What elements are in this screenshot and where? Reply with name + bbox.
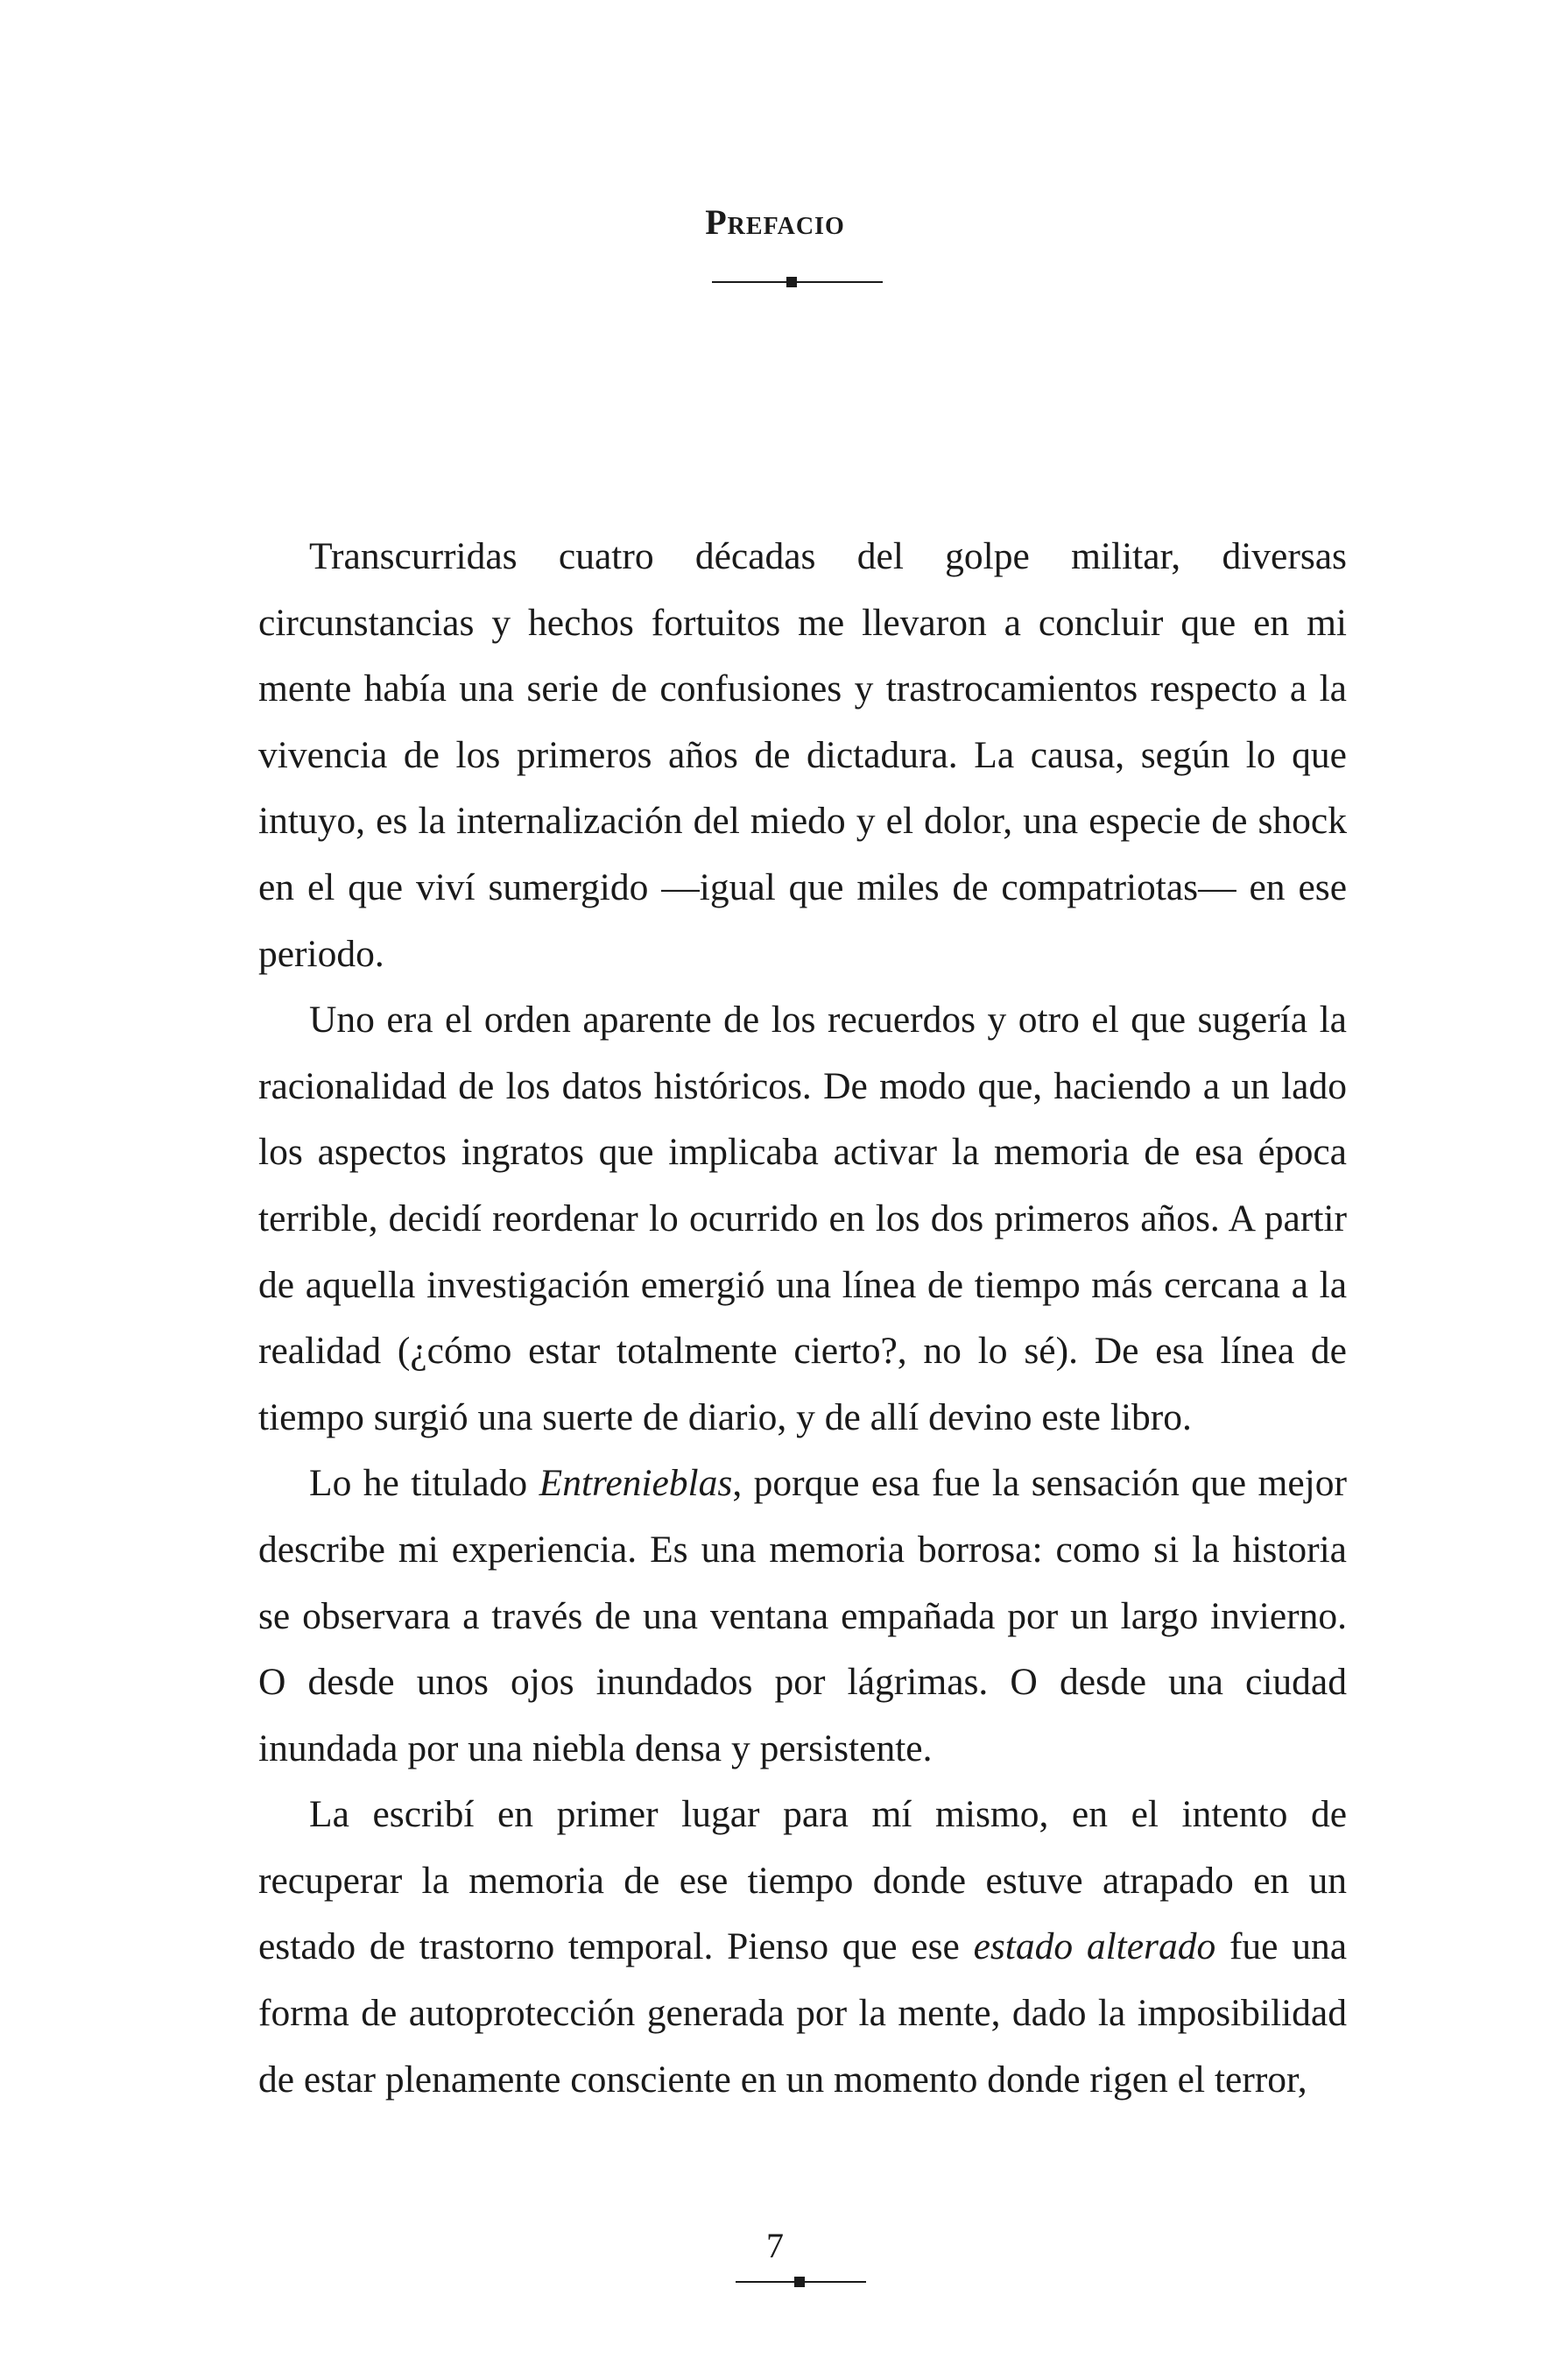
emphasis-italic: estado alterado (973, 1925, 1216, 1968)
paragraph-3: Lo he titulado Entrenieblas, porque esa fue la sensación que mejor describe mi experiencia. Es una memoria borrosa: como si la historia se observara a través de una ventana empañada por un largo invierno. O desde unos ojos inundados por lágrimas. O desde una ciudad inundada por una niebla densa y persistente. (258, 1462, 1347, 1769)
ornament-line-left (736, 2281, 799, 2283)
book-title-italic: Entrenieblas (539, 1462, 733, 1505)
paragraph-1: Transcurridas cuatro décadas del golpe militar, diversas circunstancias y hechos fortuitos me llevaron a concluir que en mi mente había una serie de confusiones y trastrocamientos respecto a la vivencia de los primeros años de dictadura. La causa, según lo que intuyo, es la internalización del miedo y el dolor, una especie de shock en el que viví sumergido —igual que miles de compatriotas— en ese periodo. (258, 535, 1347, 975)
paragraph-4: La escribí en primer lugar para mí mismo, en el intento de recuperar la memoria de ese tiempo donde estuve atrapado en un estado de trastorno temporal. Pienso que ese estado alterado fue una forma de autoprotección generada por la mente, dado la imposibilidad de estar plenamente consciente en un momento donde rigen el terror, (258, 1793, 1347, 2101)
heading-ornament (0, 273, 1550, 291)
ornament-line-right (803, 2281, 866, 2283)
page-number: 7 (766, 2226, 784, 2265)
chapter-heading: Prefacio (705, 202, 845, 242)
footer-ornament (0, 2273, 1550, 2291)
ornament-line-left (712, 281, 791, 283)
ornament-line-right (795, 281, 883, 283)
paragraph-2: Uno era el orden aparente de los recuerdos y otro el que sugería la racionalidad de los datos históricos. De modo que, haciendo a un lado los aspectos ingratos que implicaba activar la memoria de esa época terrible, decidí reordenar lo ocurrido en los dos primeros años. A partir de aquella investigación emergió una línea de tiempo más cercana a la realidad (¿cómo estar totalmente cierto?, no lo sé). De esa línea de tiempo surgió una suerte de diario, y de allí devino este libro. (258, 999, 1347, 1438)
body-text (258, 524, 1347, 2113)
